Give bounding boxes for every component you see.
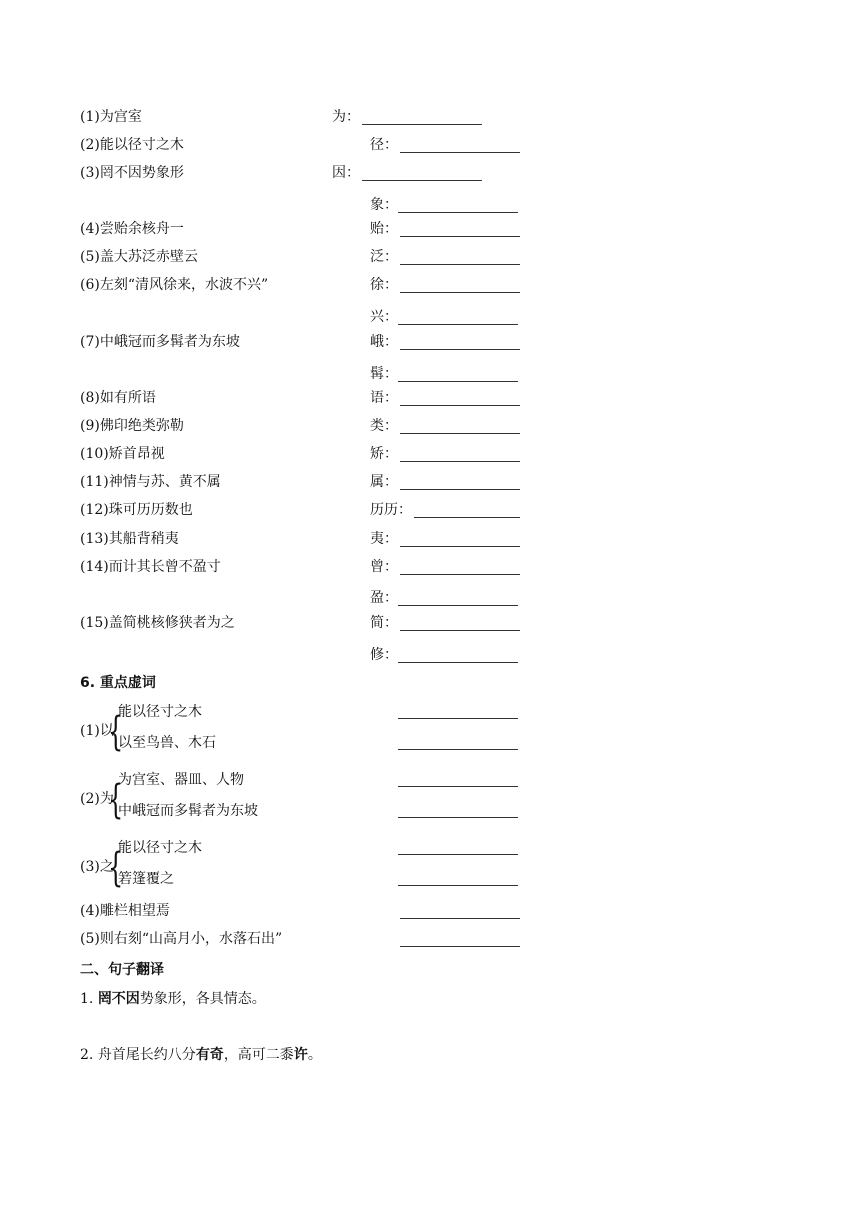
vocab-label: 贻： xyxy=(370,221,398,237)
vocab-text: (1)为宫室 xyxy=(80,109,142,125)
answer-blank[interactable] xyxy=(398,817,518,818)
vocab-label: 类： xyxy=(370,418,398,434)
vocab-text: (11)神情与苏、黄不属 xyxy=(80,474,221,490)
answer-blank[interactable] xyxy=(362,124,482,125)
vocab-text: (12)珠可历历数也 xyxy=(80,502,193,518)
vocab-text: (14)而计其长曾不盈寸 xyxy=(80,559,221,575)
vocab-text: (5)盖大苏泛赤壁云 xyxy=(80,249,198,265)
answer-blank[interactable] xyxy=(400,264,520,265)
vocab-label: 语： xyxy=(370,390,398,406)
answer-blank[interactable] xyxy=(400,236,520,237)
answer-blank[interactable] xyxy=(400,349,520,350)
vocab-label: 夷： xyxy=(370,531,398,547)
answer-blank[interactable] xyxy=(362,180,482,181)
group-line: 为宫室、器皿、人物 xyxy=(118,772,244,788)
vocab-text: (13)其船背稍夷 xyxy=(80,531,179,547)
answer-blank[interactable] xyxy=(398,854,518,855)
brace-icon: { xyxy=(108,777,124,823)
sentence-number: 2. xyxy=(80,1047,94,1063)
vocab-text: (3)罔不因势象形 xyxy=(80,165,184,181)
vocab-label: 因： xyxy=(332,165,360,181)
vocab-label: 峨： xyxy=(370,334,398,350)
vocab-label: 泛： xyxy=(370,249,398,265)
answer-blank[interactable] xyxy=(400,489,520,490)
answer-blank[interactable] xyxy=(400,461,520,462)
section-heading: 6. 重点虚词 xyxy=(80,675,156,691)
sentence-text: 。 xyxy=(307,1047,322,1063)
group-label: (2)为 xyxy=(80,791,114,807)
sentence-text: 势象形，各具情态。 xyxy=(139,991,266,1007)
answer-blank[interactable] xyxy=(398,381,518,382)
function-word-single: (5)则右刻“山高月小，水落石出” xyxy=(80,931,283,947)
vocab-text: (2)能以径寸之木 xyxy=(80,137,184,153)
answer-blank[interactable] xyxy=(400,292,520,293)
vocab-label: 属： xyxy=(370,474,398,490)
translation-sentence xyxy=(80,1046,322,1064)
group-line: 中峨冠而多髯者为东坡 xyxy=(118,803,258,819)
answer-blank[interactable] xyxy=(398,786,518,787)
vocab-label: 矫： xyxy=(370,446,398,462)
answer-blank[interactable] xyxy=(398,749,518,750)
answer-blank[interactable] xyxy=(398,718,518,719)
brace-icon: { xyxy=(108,709,124,755)
answer-blank[interactable] xyxy=(400,546,520,547)
sentence-number: 1. xyxy=(80,991,94,1007)
translation-sentence xyxy=(80,990,266,1008)
group-line: 以至鸟兽、木石 xyxy=(118,735,216,751)
vocab-text: (15)盖简桃核修狭者为之 xyxy=(80,615,235,631)
answer-blank[interactable] xyxy=(400,405,520,406)
answer-blank[interactable] xyxy=(400,918,520,919)
vocab-label: 象： xyxy=(370,197,398,213)
vocab-label: 历历： xyxy=(370,502,412,518)
vocab-text: (9)佛印绝类弥勒 xyxy=(80,418,184,434)
group-label: (3)之 xyxy=(80,859,114,875)
answer-blank[interactable] xyxy=(414,517,520,518)
answer-blank[interactable] xyxy=(400,574,520,575)
group-line: 箬篷覆之 xyxy=(118,871,174,887)
answer-blank[interactable] xyxy=(398,212,518,213)
vocab-label: 径： xyxy=(370,137,398,153)
answer-blank[interactable] xyxy=(400,152,520,153)
vocab-text: (7)中峨冠而多髯者为东坡 xyxy=(80,334,240,350)
vocab-text: (10)矫首昂视 xyxy=(80,446,165,462)
sentence-emphasis: 罔不因 xyxy=(97,991,140,1007)
vocab-label: 简： xyxy=(370,615,398,631)
answer-blank[interactable] xyxy=(398,662,518,663)
vocab-text: (6)左刻“清风徐来，水波不兴” xyxy=(80,277,269,293)
answer-blank[interactable] xyxy=(398,605,518,606)
answer-blank[interactable] xyxy=(400,630,520,631)
brace-icon: { xyxy=(108,845,124,891)
answer-blank[interactable] xyxy=(400,433,520,434)
vocab-label: 髯： xyxy=(370,366,398,382)
vocab-label: 曾： xyxy=(370,559,398,575)
vocab-label: 盈： xyxy=(370,590,398,606)
vocab-label: 徐： xyxy=(370,277,398,293)
sentence-emphasis: 许 xyxy=(293,1047,308,1063)
sentence-text: ，高可二黍 xyxy=(223,1047,294,1063)
answer-blank[interactable] xyxy=(400,946,520,947)
answer-blank[interactable] xyxy=(398,885,518,886)
answer-blank[interactable] xyxy=(398,324,518,325)
section-heading: 二、句子翻译 xyxy=(80,962,164,978)
sentence-emphasis: 有奇 xyxy=(195,1047,224,1063)
vocab-label: 修： xyxy=(370,647,398,663)
group-line: 能以径寸之木 xyxy=(118,704,202,720)
group-line: 能以径寸之木 xyxy=(118,840,202,856)
vocab-label: 兴： xyxy=(370,309,398,325)
sentence-text: 舟首尾长约八分 xyxy=(97,1047,196,1063)
vocab-text: (8)如有所语 xyxy=(80,390,156,406)
vocab-text: (4)尝贻余核舟一 xyxy=(80,221,184,237)
function-word-single: (4)雕栏相望焉 xyxy=(80,903,170,919)
vocab-label: 为： xyxy=(332,109,360,125)
group-label: (1)以 xyxy=(80,723,114,739)
